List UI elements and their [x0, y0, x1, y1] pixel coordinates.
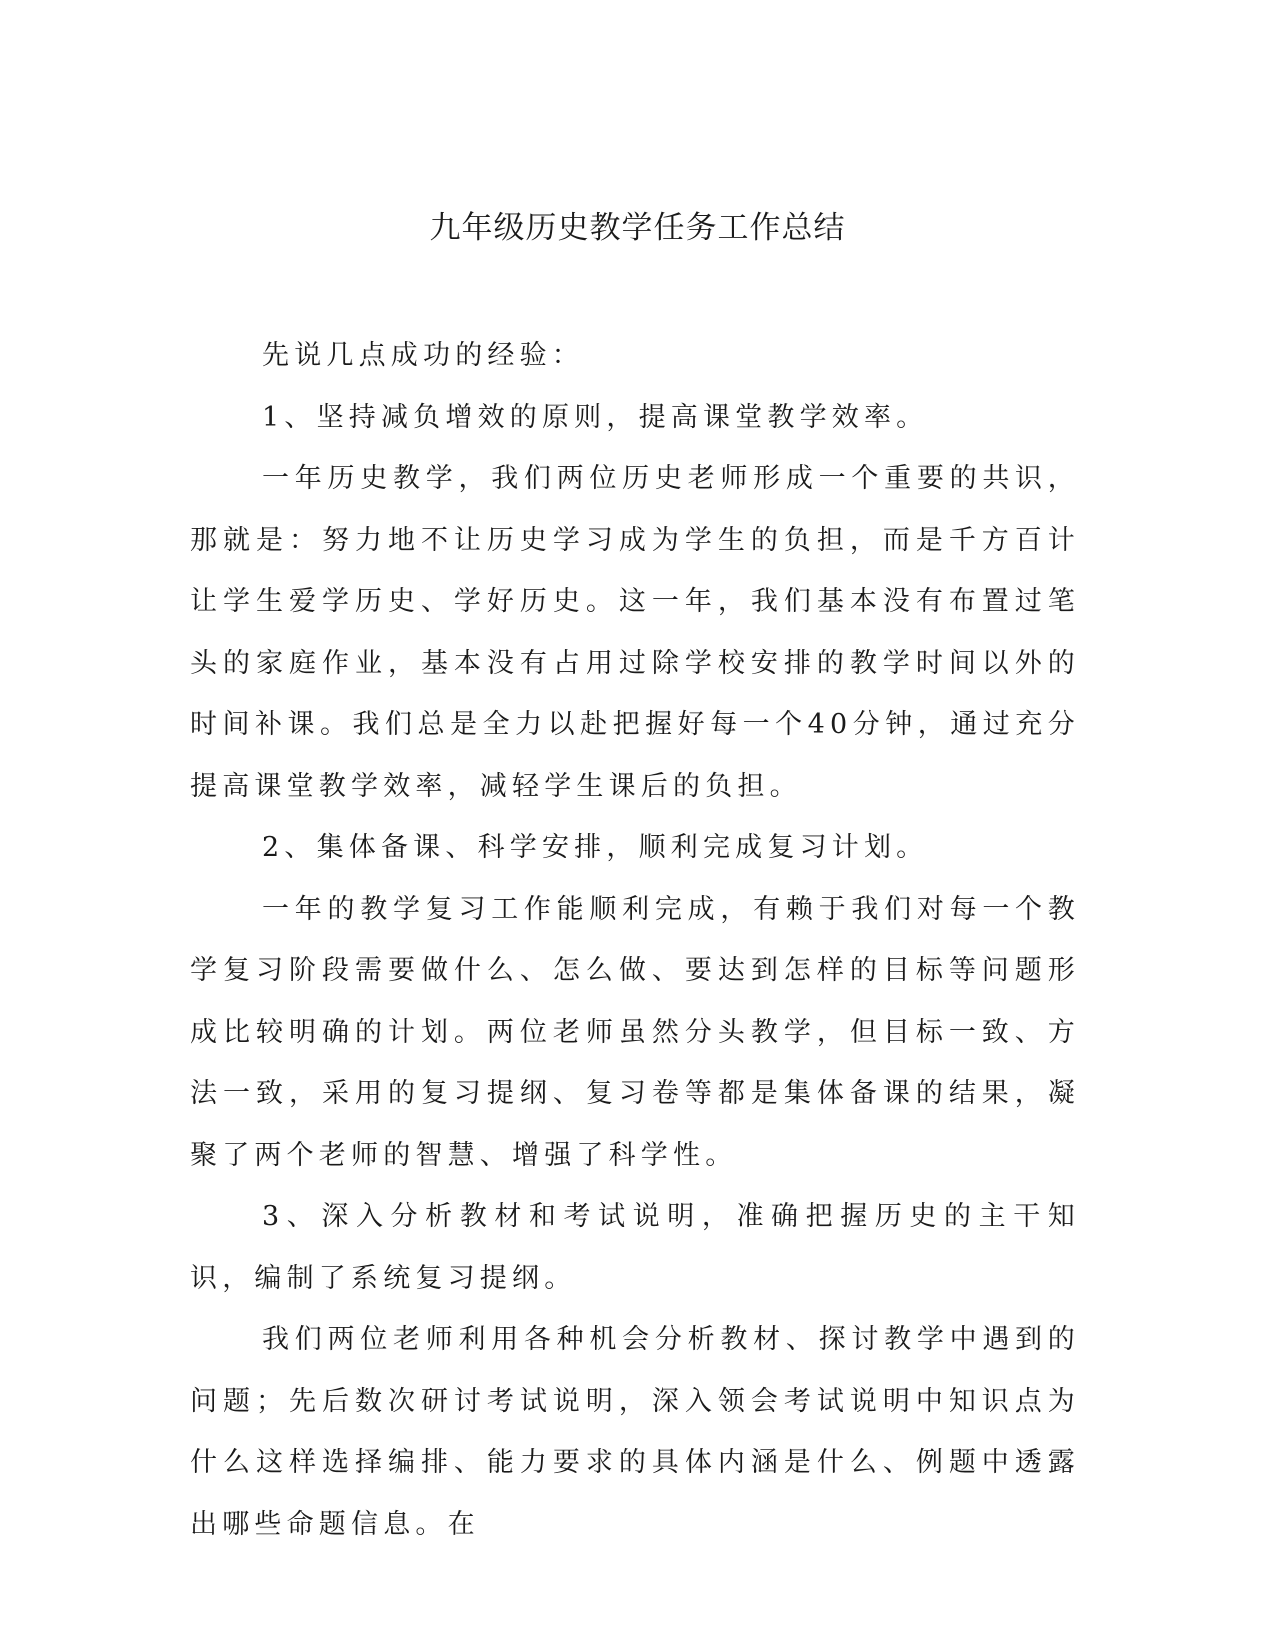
paragraph-body-2: 一年的教学复习工作能顺利完成，有赖于我们对每一个教学复习阶段需要做什么、怎么做、要达到怎样的目标等问题形成比较明确的计划。两位老师虽然分头教学，但目标一致、方法一致，采用的复习提纲、复习卷等都是集体备课的结果，凝聚了两个老师的智慧、增强了科学性。: [190, 893, 1080, 1171]
paragraph-intro: 先说几点成功的经验：: [262, 340, 584, 371]
paragraph-body-3: 我们两位老师利用各种机会分析教材、探讨教学中遇到的问题；先后数次研讨考试说明，深入领会考试说明中知识点为什么这样选择编排、能力要求的具体内涵是什么、例题中透露出哪些命题信息。在: [190, 1324, 1080, 1540]
paragraph-heading-3: 3、深入分析教材和考试说明，准确把握历史的主干知识，编制了系统复习提纲。: [190, 1201, 1080, 1294]
document-body: [190, 325, 1080, 1555]
paragraph-heading-1: 1、坚持减负增效的原则，提高课堂教学效率。: [262, 401, 929, 433]
document-title: 九年级历史教学任务工作总结: [429, 210, 846, 246]
paragraph-body-1: 一年历史教学，我们两位历史老师形成一个重要的共识，那就是：努力地不让历史学习成为学生的负担，而是千方百计让学生爱学历史、学好历史。这一年，我们基本没有布置过笔头的家庭作业，基本没有占用过除学校安排的教学时间以外的时间补课。我们总是全力以赴把握好每一个40分钟，通过充分提高课堂教学效率，减轻学生课后的负担。: [190, 463, 1080, 802]
paragraph-heading-2: 2、集体备课、科学安排，顺利完成复习计划。: [262, 832, 929, 863]
